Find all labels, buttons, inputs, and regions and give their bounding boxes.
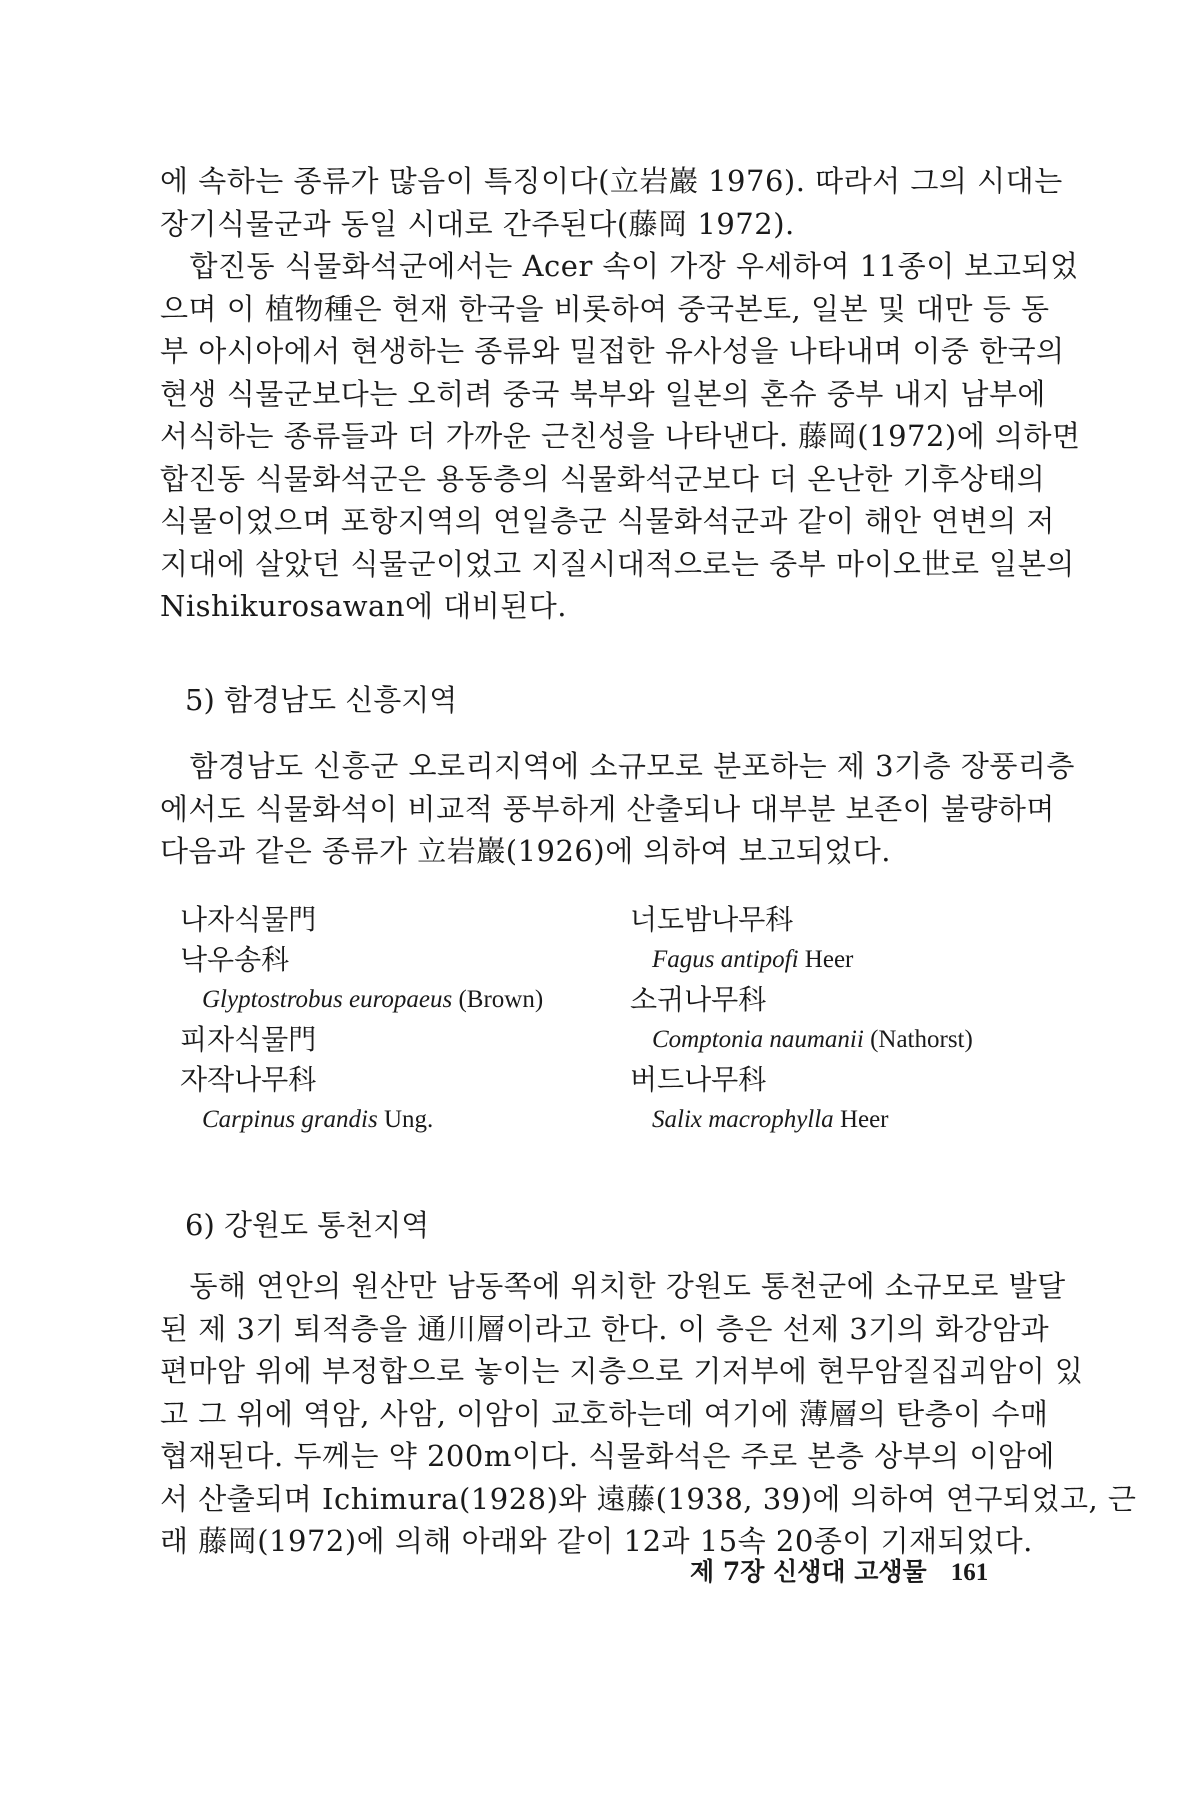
text-line: 고 그 위에 역암, 사암, 이암이 교호하는데 여기에 薄層의 탄층이 수매 (160, 1396, 1049, 1431)
text-line: 된 제 3기 퇴적층을 通川層이라고 한다. 이 층은 선제 3기의 화강암과 (160, 1311, 1050, 1346)
text-line: 협재된다. 두께는 약 200m이다. 식물화석은 주로 본층 상부의 이암에 (160, 1439, 1055, 1473)
text-line: 합진동 식물화석군에서는 Acer 속이 가장 우세하여 11종이 보고되었 (160, 249, 1079, 283)
chapter-title: 제 7장 신생대 고생물 (690, 1557, 927, 1586)
species-name (180, 1100, 610, 1140)
text-line: 동해 연안의 원산만 남동쪽에 위치한 강원도 통천군에 소규모로 발달 (160, 1269, 1066, 1303)
text-line: Nishikurosawan에 대비된다. (160, 589, 568, 623)
family-label: 버드나무科 (630, 1063, 767, 1096)
species-author: Heer (804, 946, 854, 973)
species-binomial: Salix macrophylla (652, 1106, 834, 1133)
taxa-list (180, 900, 1040, 1150)
text-line: 래 藤岡(1972)에 의해 아래와 같이 12과 15속 20종이 기재되었다. (160, 1524, 1033, 1558)
family-label: 소귀나무科 (630, 983, 767, 1016)
section-heading-5: 5) 함경남도 신흥지역 (185, 683, 458, 717)
family-label: 낙우송科 (180, 943, 290, 976)
text-line: 서식하는 종류들과 더 가까운 근친성을 나타낸다. 藤岡(1972)에 의하면 (160, 419, 1081, 453)
section-heading-6: 6) 강원도 통천지역 (185, 1208, 430, 1242)
text-line: 으며 이 植物種은 현재 한국을 비롯하여 중국본토, 일본 및 대만 등 동 (160, 291, 1050, 326)
text-line: 부 아시아에서 현생하는 종류와 밀접한 유사성을 나타내며 이중 한국의 (160, 334, 1065, 368)
text-line: 현생 식물군보다는 오히려 중국 북부와 일본의 혼슈 중부 내지 남부에 (160, 376, 1046, 411)
paragraph-4 (160, 1265, 1137, 1563)
page-footer (690, 1552, 1035, 1593)
species-author: (Nathorst) (870, 1026, 973, 1053)
paragraph-3 (160, 745, 1075, 873)
text-line: 합진동 식물화석군은 용동층의 식물화석군보다 더 온난한 기후상태의 (160, 461, 1046, 496)
species-binomial: Carpinus grandis (202, 1106, 378, 1133)
phylum-label: 피자식물門 (180, 1023, 317, 1056)
page-number: 161 (950, 1559, 989, 1586)
text-line: 함경남도 신흥군 오로리지역에 소규모로 분포하는 제 3기층 장풍리층 (160, 749, 1075, 783)
species-name (630, 1020, 1060, 1060)
paragraph-1 (160, 160, 1063, 245)
species-binomial: Comptonia naumanii (652, 1026, 864, 1053)
text-line: 에 속하는 종류가 많음이 특징이다(立岩巖 1976). 따라서 그의 시대는 (160, 164, 1063, 198)
text-line: 서 산출되며 Ichimura(1928)와 遠藤(1938, 39)에 의하여 연구되었고, 근 (160, 1481, 1137, 1516)
species-name (630, 1100, 1060, 1140)
text-line: 지대에 살았던 식물군이었고 지질시대적으로는 중부 마이오世로 일본의 (160, 546, 1075, 581)
species-name (630, 940, 1060, 980)
species-binomial: Fagus antipofi (652, 946, 799, 973)
family-label: 자작나무科 (180, 1063, 317, 1096)
text-line: 다음과 같은 종류가 立岩巖(1926)에 의하여 보고되었다. (160, 834, 891, 868)
phylum-label: 나자식물門 (180, 903, 317, 936)
paragraph-2 (160, 245, 1081, 628)
taxa-column-left (180, 900, 610, 1140)
family-label: 너도밤나무科 (630, 903, 794, 936)
species-name (180, 980, 610, 1020)
species-author: (Brown) (458, 986, 544, 1013)
taxa-column-right (630, 900, 1060, 1140)
text-line: 에서도 식물화석이 비교적 풍부하게 산출되나 대부분 보존이 불량하며 (160, 791, 1055, 826)
text-line: 식물이었으며 포항지역의 연일층군 식물화석군과 같이 해안 연변의 저 (160, 504, 1055, 538)
text-line: 장기식물군과 동일 시대로 간주된다(藤岡 1972). (160, 206, 795, 241)
species-binomial: Glyptostrobus europaeus (202, 986, 453, 1013)
species-author: Heer (839, 1106, 889, 1133)
text-line: 편마암 위에 부정합으로 놓이는 지층으로 기저부에 현무암질집괴암이 있 (160, 1354, 1084, 1388)
species-author: Ung. (383, 1106, 434, 1133)
